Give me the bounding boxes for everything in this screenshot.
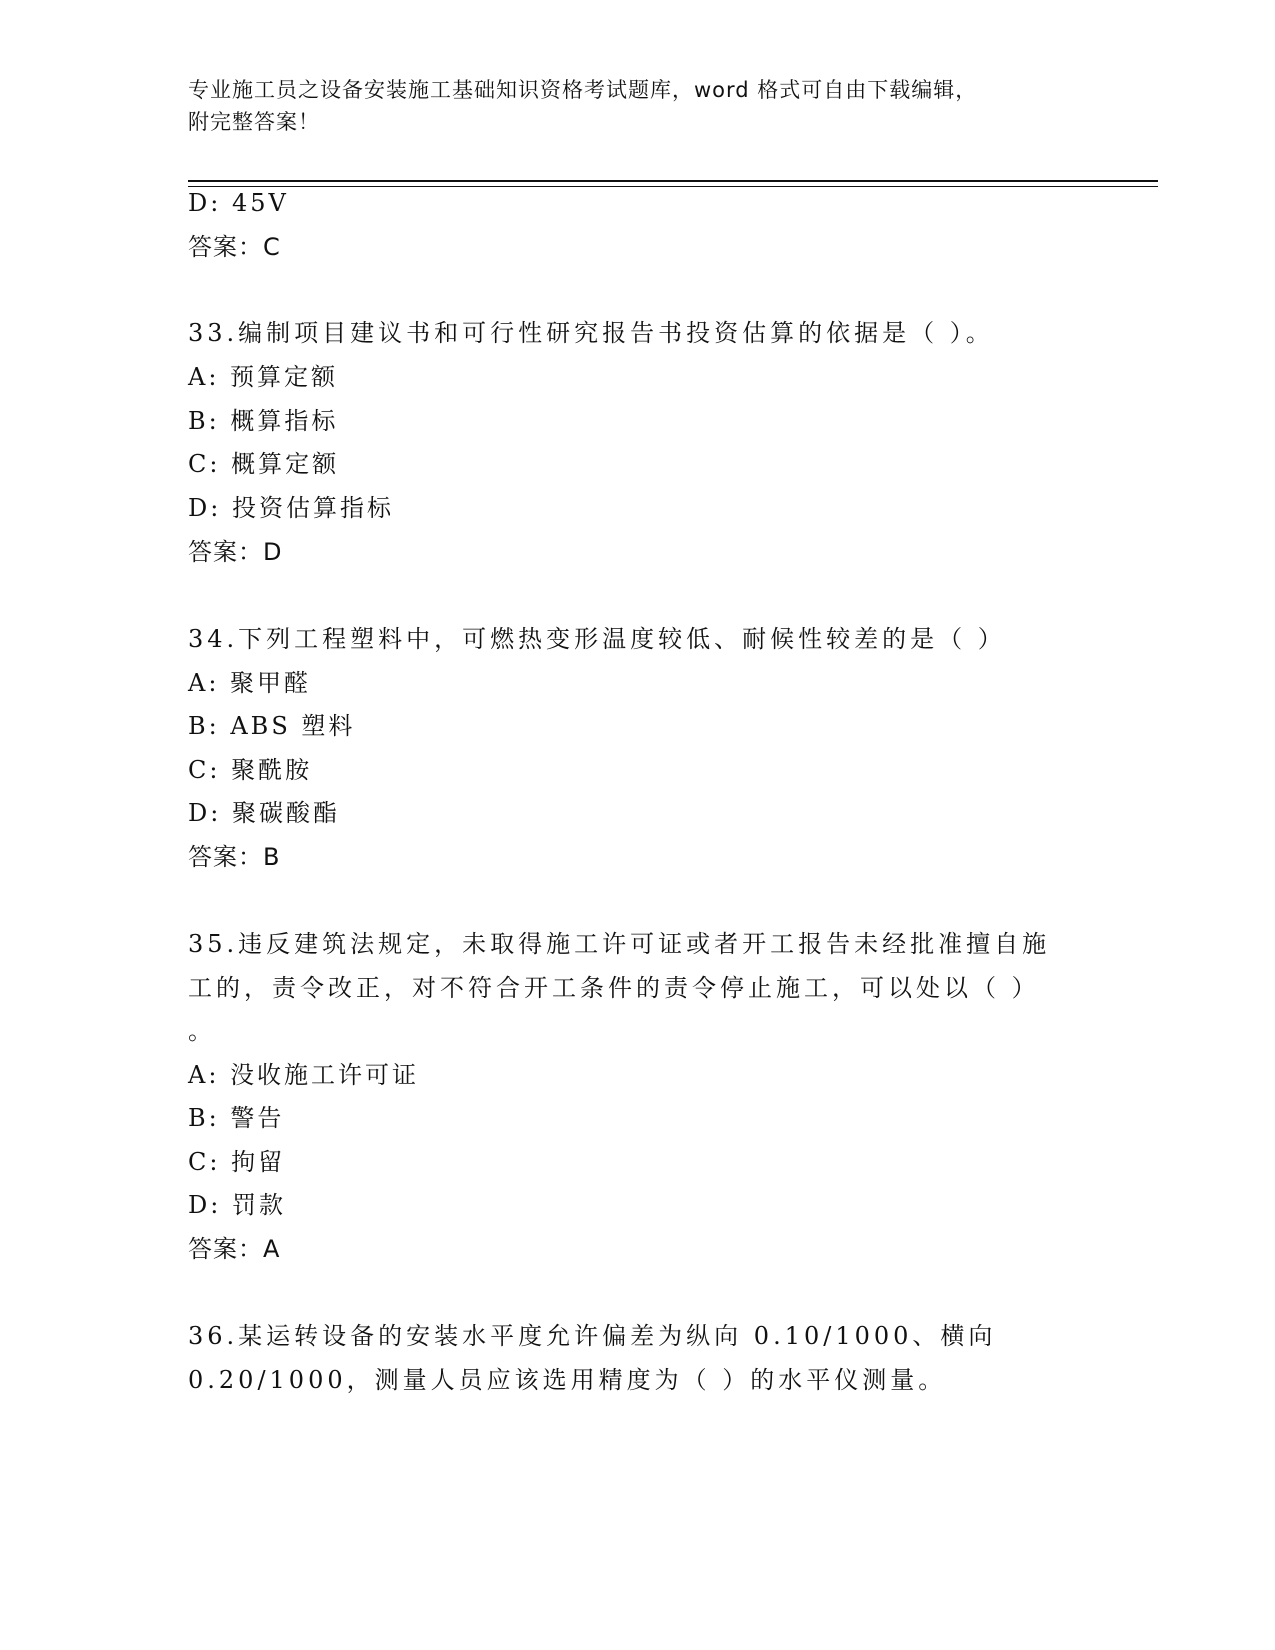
q33-question: 33.编制项目建议书和可行性研究报告书投资估算的依据是（ ）。 (188, 319, 994, 347)
q34-option-d: D: 聚碳酸酯 (188, 799, 340, 827)
q34-answer: 答案：B (188, 843, 281, 871)
q34-option-c: C: 聚酰胺 (188, 756, 313, 784)
q35-answer: 答案：A (188, 1235, 281, 1263)
document-header (188, 74, 1068, 138)
q35-option-c: C: 拘留 (188, 1148, 286, 1176)
q33-option-c: C: 概算定额 (188, 450, 340, 478)
q33-answer: 答案：D (188, 538, 283, 566)
q35-question-line-2: 工的，责令改正，对不符合开工条件的责令停止施工，可以处以（ ） (188, 974, 1040, 1002)
header-divider-thick (188, 180, 1158, 182)
q35-option-a: A: 没收施工许可证 (188, 1061, 420, 1089)
q33-option-a: A: 预算定额 (188, 363, 339, 391)
q34-option-b: B: ABS 塑料 (188, 712, 356, 740)
q33-option-d: D: 投资估算指标 (188, 494, 394, 522)
prev-answer: 答案：C (188, 233, 281, 261)
q35-question-line-1: 35.违反建筑法规定，未取得施工许可证或者开工报告未经批准擅自施 (188, 930, 1051, 958)
q35-option-d: D: 罚款 (188, 1191, 286, 1219)
q34-question: 34.下列工程塑料中，可燃热变形温度较低、耐候性较差的是（ ） (188, 625, 1006, 653)
q34-option-a: A: 聚甲醛 (188, 669, 312, 697)
q36-question-line-2: 0.20/1000，测量人员应该选用精度为（ ）的水平仪测量。 (188, 1366, 947, 1394)
header-line-1: 专业施工员之设备安装施工基础知识资格考试题库，word 格式可自由下载编辑， (188, 78, 978, 102)
q33-option-b: B: 概算指标 (188, 407, 339, 435)
q35-option-b: B: 警告 (188, 1104, 285, 1132)
q36-question-line-1: 36.某运转设备的安装水平度允许偏差为纵向 0.10/1000、横向 (188, 1322, 997, 1350)
header-divider-thin (188, 186, 1158, 187)
header-line-2: 附完整答案！ (188, 110, 320, 134)
prev-option-d: D: 45V (188, 189, 289, 217)
q35-question-line-3: 。 (188, 1017, 216, 1045)
